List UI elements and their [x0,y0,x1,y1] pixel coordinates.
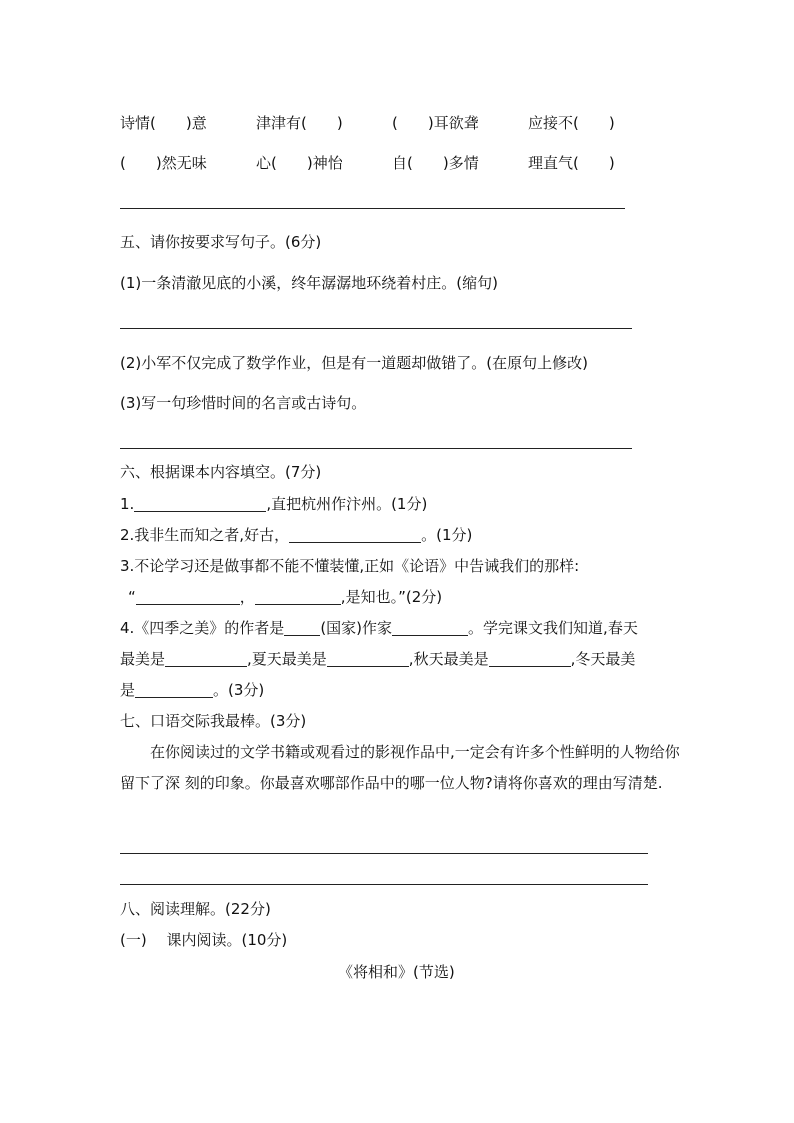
answer-line[interactable] [120,208,625,209]
answer-line[interactable] [120,448,632,449]
idiom-item: ( )然无味 [120,154,207,172]
fill-blank[interactable] [165,651,247,667]
answer-line[interactable] [120,328,632,329]
fill-blank[interactable] [489,651,571,667]
idiom-item: 应接不( ) [528,114,615,132]
section-7-title: 七、口语交际我最棒。(3分) [120,712,307,730]
idiom-item: ( )耳欲聋 [392,114,479,132]
answer-line[interactable] [120,884,648,885]
passage-title: 《将相和》(节选) [338,963,455,981]
section-7-prompt: 在你阅读过的文学书籍或观看过的影视作品中,一定会有许多个性鲜明的人物给你留下了深 刻的印象。你最喜欢哪部作品中的哪一位人物?请将你喜欢的理由写清楚. [120,743,680,792]
section-5-question-2: (2)小军不仅完成了数学作业，但是有一道题却做错了。(在原句上修改) [120,354,588,372]
section-6-question-4-line-3: 是 。(3分) [120,681,265,699]
idiom-item: 津津有( ) [256,114,343,132]
answer-line[interactable] [120,853,648,854]
section-5-question-1: (1)一条清澈见底的小溪，终年潺潺地环绕着村庄。(缩句) [120,274,498,292]
section-8-subsection: (一) 课内阅读。(10分) [120,931,288,949]
section-6-question-1: 1. ,直把杭州作汴州。(1分) [120,495,428,513]
fill-blank[interactable] [327,651,409,667]
fill-blank[interactable] [134,496,266,512]
fill-blank[interactable] [284,620,320,636]
section-6-question-4: 4.《四季之美》的作者是 (国家)作家 。学完课文我们知道,春天 [120,619,638,637]
fill-blank[interactable] [392,620,468,636]
fill-blank[interactable] [136,589,240,605]
fill-blank[interactable] [135,682,213,698]
section-6-question-2: 2.我非生而知之者,好古， 。(1分) [120,526,473,544]
idiom-item: 诗情( )意 [120,114,207,132]
section-6-question-4-line-2: 最美是 ,夏天最美是 ,秋天最美是 ,冬天最美 [120,650,636,668]
section-8-title: 八、阅读理解。(22分) [120,900,271,918]
section-5-title: 五、请你按要求写句子。(6分) [120,233,322,251]
section-6-question-3: 3.不论学习还是做事都不能不懂装懂,正如《论语》中告诫我们的那样: [120,557,580,575]
idiom-item: 心( )神怡 [256,154,343,172]
idiom-item: 自( )多情 [392,154,479,172]
fill-blank[interactable] [289,527,421,543]
fill-blank[interactable] [255,589,341,605]
section-5-question-3: (3)写一句珍惜时间的名言或古诗句。 [120,394,367,412]
section-6-question-3-blanks: “ ， ,是知也。”(2分) [128,588,443,606]
idiom-item: 理直气( ) [528,154,615,172]
section-6-title: 六、根据课本内容填空。(7分) [120,463,322,481]
